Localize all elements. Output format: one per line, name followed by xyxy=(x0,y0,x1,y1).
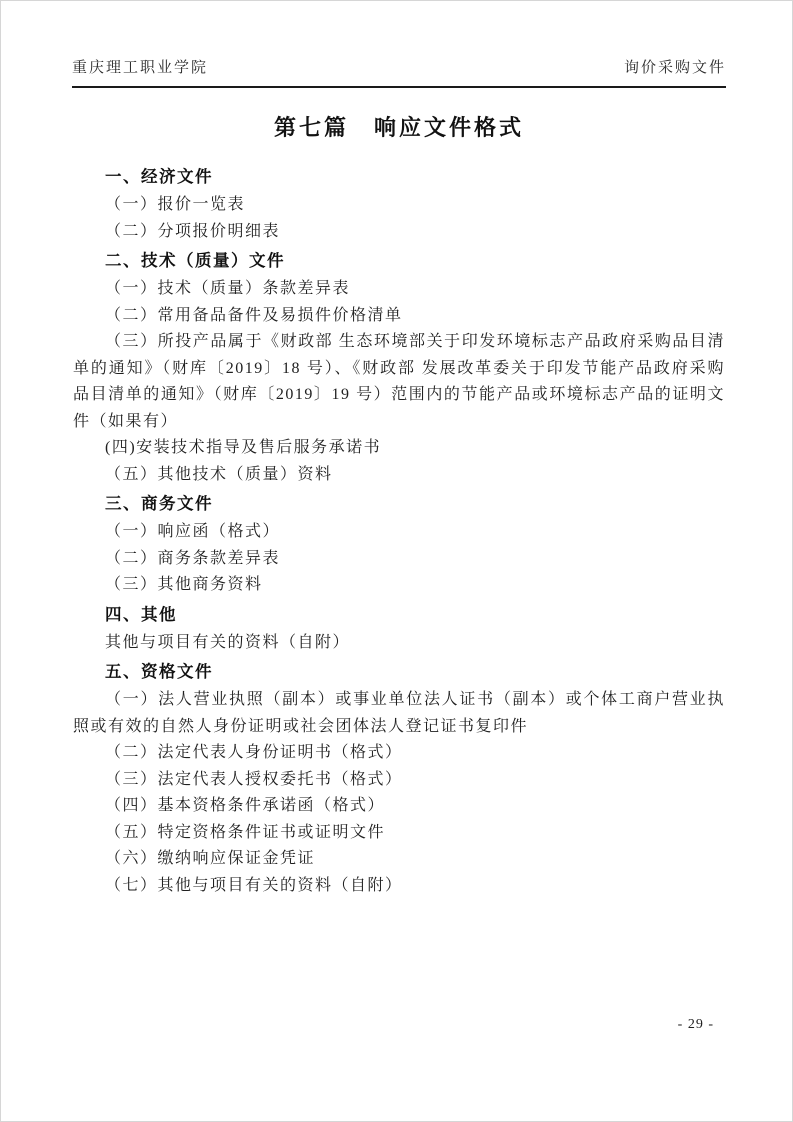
section-item: （五）特定资格条件证书或证明文件 xyxy=(105,823,386,841)
page-header xyxy=(72,56,726,88)
sections-container xyxy=(73,164,725,899)
section-item: （二）分项报价明细表 xyxy=(105,222,281,240)
page-footer xyxy=(678,1017,714,1033)
section-item: （三）其他商务资料 xyxy=(105,576,263,593)
header-right-text: 询价采购文件 xyxy=(623,60,726,76)
section-item: （四）基本资格条件承诺函（格式） xyxy=(105,797,386,814)
section-item: （五）其他技术（质量）资料 xyxy=(105,465,333,483)
section-item: （一）技术（质量）条款差异表 xyxy=(105,280,351,297)
section-item: （三）所投产品属于《财政部 生态环境部关于印发环境标志产品政府采购品目清单的通知》（财库〔2019〕18 号）、《财政部 发展改革委关于印发节能产品政府采购品目清单的通知》（财库〔2019〕19 号）范围内的节能产品或环境标志产品的证明文件（如果有） xyxy=(73,333,725,430)
section-heading: 二、技术（质量）文件 xyxy=(105,252,285,270)
section-item: （二）常用备品备件及易损件价格清单 xyxy=(105,306,403,324)
section-item: 其他与项目有关的资料（自附） xyxy=(105,633,351,651)
page-number: - 29 - xyxy=(677,1017,714,1032)
section-item: （三）法定代表人授权委托书（格式） xyxy=(105,770,403,788)
section-heading: 三、商务文件 xyxy=(105,495,213,513)
section-item: (四)安装技术指导及售后服务承诺书 xyxy=(105,439,382,456)
section-item: （七）其他与项目有关的资料（自附） xyxy=(105,876,403,894)
section-item: （二）法定代表人身份证明书（格式） xyxy=(105,744,403,761)
section-item: （六）缴纳响应保证金凭证 xyxy=(105,850,316,867)
section-item: （一）法人营业执照（副本）或事业单位法人证书（副本）或个体工商户营业执照或有效的自然人身份证明或社会团体法人登记证书复印件 xyxy=(73,691,725,735)
page-title: 第七篇 响应文件格式 xyxy=(273,115,524,140)
document-body xyxy=(73,111,725,899)
header-left-text: 重庆理工职业学院 xyxy=(72,60,209,76)
section-item: （一）报价一览表 xyxy=(105,196,246,213)
section-heading: 一、经济文件 xyxy=(105,168,213,186)
section-heading: 五、资格文件 xyxy=(105,663,213,681)
section-item: （二）商务条款差异表 xyxy=(105,549,281,567)
section-heading: 四、其他 xyxy=(105,605,177,624)
section-item: （一）响应函（格式） xyxy=(105,523,281,540)
